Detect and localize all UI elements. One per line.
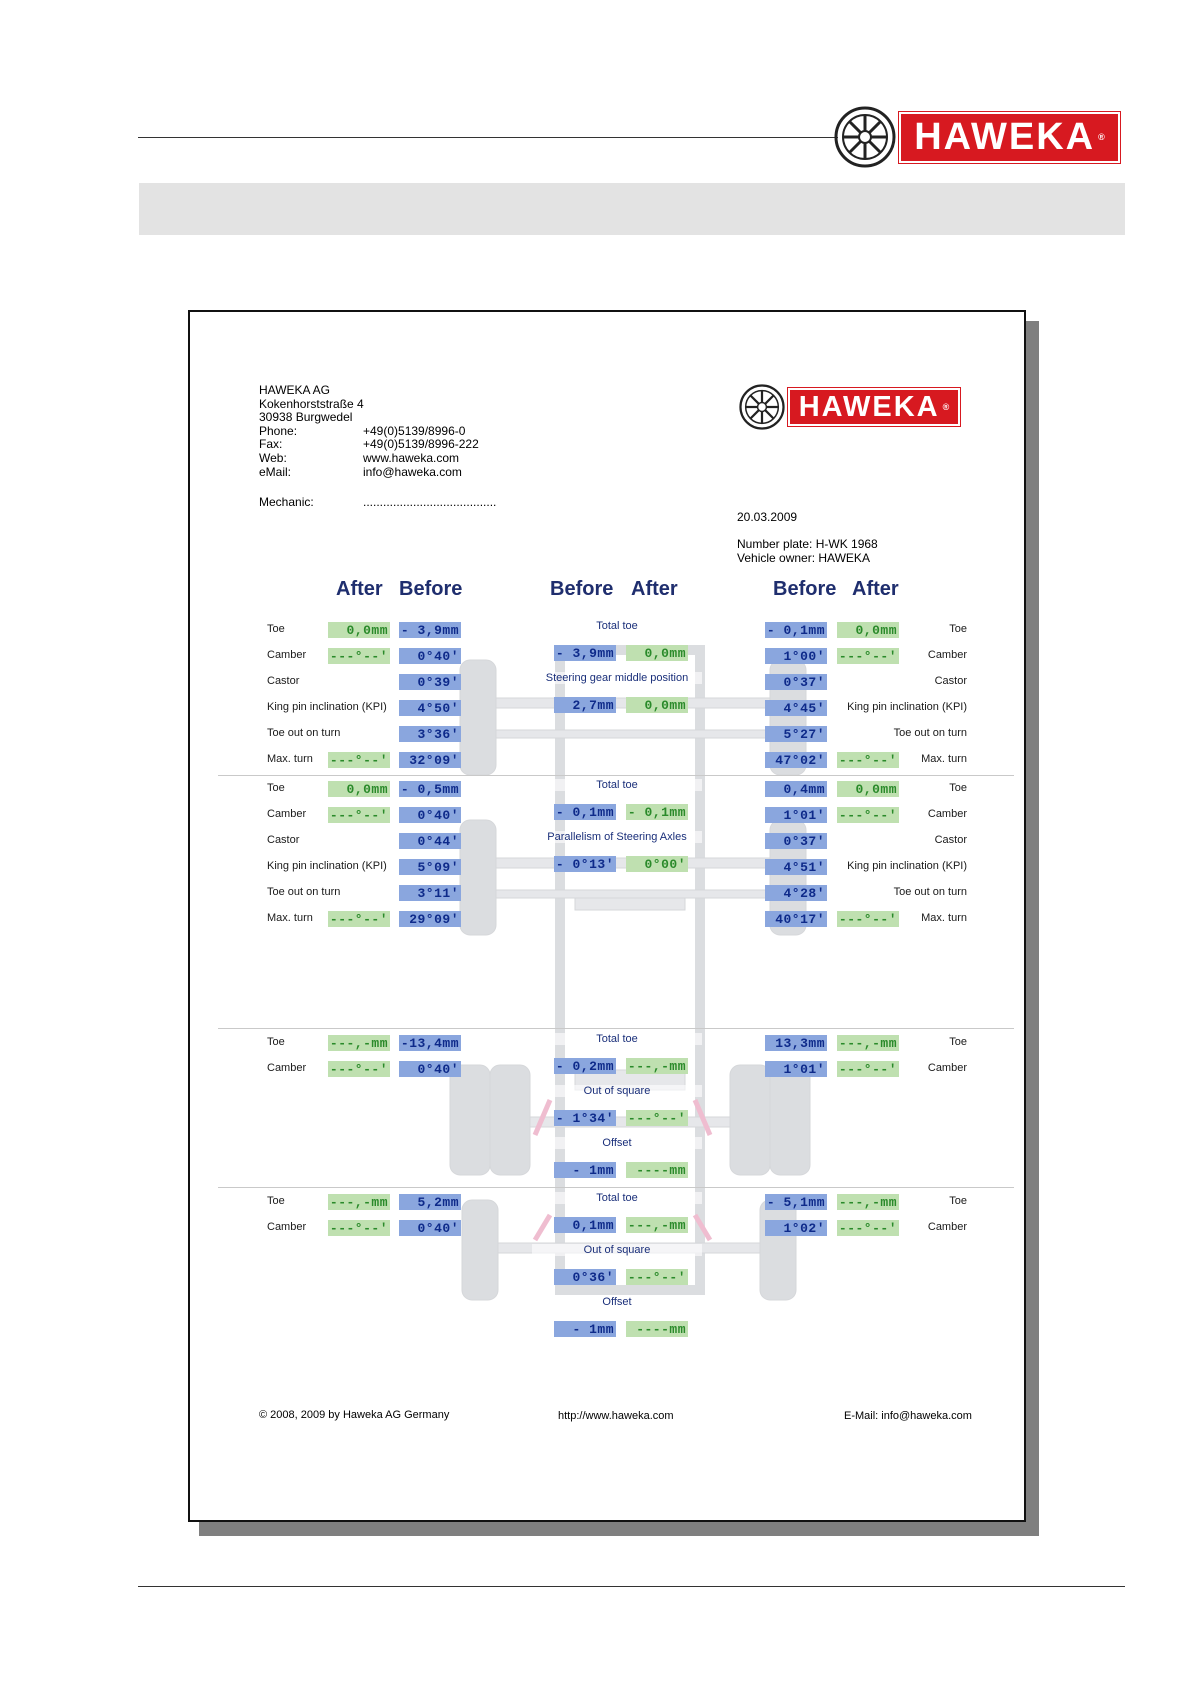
after-value: ---°--' — [838, 1220, 897, 1236]
report-date: 20.03.2009 — [737, 510, 798, 524]
fax-value: +49(0)5139/8996-222 — [363, 437, 479, 452]
after-value: ----mm — [626, 1321, 688, 1337]
before-value: 3°36' — [399, 726, 461, 742]
before-value: - 1mm — [554, 1162, 616, 1178]
axle-row-label: King pin inclination (KPI) — [847, 701, 967, 713]
axle-row-label: Camber — [267, 649, 307, 661]
before-value: 0,4mm — [765, 781, 827, 797]
axle-row-label: Toe — [267, 782, 285, 794]
section-separator — [218, 1028, 1014, 1029]
mechanic-value: ........................................ — [363, 495, 497, 509]
after-value: ----mm — [626, 1162, 688, 1178]
before-value: - 0°13' — [555, 856, 614, 872]
before-value: - 1°34' — [555, 1110, 614, 1126]
header-right-before: Before — [773, 578, 837, 600]
web-label: Web: — [259, 450, 287, 465]
axle-row-label: Max. turn — [267, 912, 313, 924]
before-value: 1°00' — [765, 648, 827, 664]
center-label: Total toe — [532, 1033, 702, 1045]
before-value: 0°37' — [765, 833, 827, 849]
after-value: ---,-mm — [627, 1058, 686, 1074]
wheel-icon — [739, 384, 785, 430]
section-separator — [218, 775, 1014, 776]
before-value: - 0,1mm — [766, 622, 825, 638]
after-value: ---°--' — [329, 807, 388, 823]
company-city: 30938 Burgwedel — [259, 410, 353, 425]
after-value: 0°00' — [626, 856, 688, 872]
before-value: 2,7mm — [554, 697, 616, 713]
axle-row-label: Camber — [927, 649, 967, 661]
title-band — [139, 183, 1125, 235]
axle-row-label: Camber — [267, 808, 307, 820]
header-right-after: After — [852, 578, 899, 600]
after-value: ---,-mm — [329, 1194, 388, 1210]
before-value: 1°02' — [765, 1220, 827, 1236]
mechanic-label: Mechanic: — [259, 495, 314, 509]
sheet-footer-url: http://www.haweka.com — [558, 1410, 674, 1422]
header-left-after: After — [336, 578, 383, 600]
axle-row-label: King pin inclination (KPI) — [847, 860, 967, 872]
header-mid-before: Before — [550, 578, 614, 600]
after-value: ---°--' — [329, 648, 388, 664]
after-value: ---°--' — [838, 752, 897, 768]
before-value: 0°40' — [399, 1220, 461, 1236]
before-value: - 3,9mm — [555, 645, 614, 661]
phone-label: Phone: — [259, 423, 298, 438]
before-value: 29°09' — [399, 911, 461, 927]
before-value: - 5,1mm — [766, 1194, 825, 1210]
axle-row-label: Toe — [949, 782, 967, 794]
axle-row-label: Toe — [949, 623, 967, 635]
before-value: 3°11' — [399, 885, 461, 901]
after-value: ---°--' — [627, 1269, 686, 1285]
before-value: 4°28' — [765, 885, 827, 901]
sheet-logo-text: HAWEKA — [798, 390, 940, 423]
company-name: HAWEKA AG — [259, 383, 330, 397]
after-value: ---°--' — [838, 911, 897, 927]
center-label: Total toe — [532, 620, 702, 632]
axle-row-label: Toe out on turn — [893, 727, 967, 739]
axle-row-label: Castor — [267, 675, 300, 687]
header-mid-after: After — [631, 578, 678, 600]
company-address — [259, 384, 479, 479]
center-label: Total toe — [532, 1192, 702, 1204]
before-value: - 0,5mm — [400, 781, 459, 797]
axle-row-label: Toe — [949, 1195, 967, 1207]
axle-row-label: Max. turn — [267, 753, 313, 765]
after-value: ---°--' — [329, 911, 388, 927]
axle-row-label: Camber — [927, 1062, 967, 1074]
web-value: www.haweka.com — [363, 450, 460, 465]
section-separator — [218, 1187, 1014, 1188]
before-value: 5,2mm — [399, 1194, 461, 1210]
before-value: 0°37' — [765, 674, 827, 690]
axle-row-label: Toe — [267, 623, 285, 635]
logo-reg-mark: ® — [1098, 132, 1105, 142]
before-value: 4°51' — [765, 859, 827, 875]
after-value: ---°--' — [627, 1110, 686, 1126]
axle-row-label: Castor — [934, 834, 967, 846]
company-street: Kokenhorststraße 4 — [259, 396, 364, 411]
after-value: ---°--' — [329, 1061, 388, 1077]
before-value: - 0,1mm — [555, 804, 614, 820]
before-value: 47°02' — [765, 752, 827, 768]
axle-row-label: Max. turn — [921, 753, 967, 765]
after-value: ---°--' — [838, 807, 897, 823]
before-value: -13,4mm — [400, 1035, 459, 1051]
wheel-icon — [834, 106, 896, 168]
phone-value: +49(0)5139/8996-0 — [363, 423, 466, 438]
before-value: 13,3mm — [765, 1035, 827, 1051]
email-value: info@haweka.com — [363, 464, 462, 479]
after-value: ---°--' — [329, 752, 388, 768]
center-label: Offset — [532, 1296, 702, 1308]
center-label: Total toe — [532, 779, 702, 791]
after-value: - 0,1mm — [627, 804, 686, 820]
before-value: 1°01' — [765, 807, 827, 823]
axle-row-label: Toe out on turn — [267, 727, 341, 739]
before-value: 0°44' — [399, 833, 461, 849]
logo-wordmark — [899, 112, 1120, 163]
axle-row-label: Camber — [267, 1062, 307, 1074]
center-label: Steering gear middle position — [532, 672, 702, 684]
page-logo — [834, 106, 1120, 168]
axle-row-label: Max. turn — [921, 912, 967, 924]
after-value: 0,0mm — [328, 781, 390, 797]
before-value: - 0,2mm — [555, 1058, 614, 1074]
after-value: ---°--' — [329, 1220, 388, 1236]
vehicle-owner: Vehicle owner: HAWEKA — [737, 551, 870, 565]
center-label: Out of square — [532, 1244, 702, 1256]
header-rule — [138, 137, 838, 138]
axle-row-label: Toe — [267, 1036, 285, 1048]
axle-row-label: Castor — [267, 834, 300, 846]
mechanic-row — [259, 495, 496, 509]
after-value: ---,-mm — [838, 1194, 897, 1210]
axle-row-label: Toe out on turn — [267, 886, 341, 898]
axle-row-label: Toe out on turn — [893, 886, 967, 898]
after-value: 0,0mm — [837, 781, 899, 797]
before-value: 4°50' — [399, 700, 461, 716]
after-value: 0,0mm — [626, 697, 688, 713]
before-value: 5°27' — [765, 726, 827, 742]
axle-row-label: Camber — [927, 808, 967, 820]
logo-text: HAWEKA — [914, 115, 1096, 158]
after-value: ---°--' — [838, 1061, 897, 1077]
before-value: 0°40' — [399, 1061, 461, 1077]
axle-row-label: Camber — [927, 1221, 967, 1233]
sheet-logo-reg-mark: ® — [942, 402, 950, 412]
before-value: 0°39' — [399, 674, 461, 690]
center-label: Offset — [532, 1137, 702, 1149]
after-value: ---,-mm — [329, 1035, 388, 1051]
email-label: eMail: — [259, 464, 292, 479]
axle-row-label: King pin inclination (KPI) — [267, 701, 387, 713]
before-value: - 3,9mm — [400, 622, 459, 638]
axle-row-label: Toe — [267, 1195, 285, 1207]
sheet-logo — [739, 384, 960, 430]
before-value: 0,1mm — [554, 1217, 616, 1233]
axle-row-label: Castor — [934, 675, 967, 687]
before-value: 0°40' — [399, 807, 461, 823]
sheet-logo-wordmark — [788, 388, 960, 426]
number-plate: Number plate: H-WK 1968 — [737, 537, 878, 551]
before-value: 32°09' — [399, 752, 461, 768]
before-value: - 1mm — [554, 1321, 616, 1337]
axle-row-label: Camber — [267, 1221, 307, 1233]
sheet-footer-email: E-Mail: info@haweka.com — [844, 1410, 972, 1422]
after-value: ---,-mm — [627, 1217, 686, 1233]
center-label: Out of square — [532, 1085, 702, 1097]
before-value: 0°36' — [554, 1269, 616, 1285]
footer-rule — [138, 1586, 1125, 1587]
after-value: 0,0mm — [626, 645, 688, 661]
axle-row-label: King pin inclination (KPI) — [267, 860, 387, 872]
before-value: 4°45' — [765, 700, 827, 716]
axle-row-label: Toe — [949, 1036, 967, 1048]
after-value: ---,-mm — [838, 1035, 897, 1051]
before-value: 5°09' — [399, 859, 461, 875]
fax-label: Fax: — [259, 437, 283, 452]
after-value: 0,0mm — [837, 622, 899, 638]
after-value: ---°--' — [838, 648, 897, 664]
header-left-before: Before — [399, 578, 463, 600]
before-value: 1°01' — [765, 1061, 827, 1077]
sheet-footer-copyright: © 2008, 2009 by Haweka AG Germany — [259, 1409, 450, 1421]
before-value: 40°17' — [765, 911, 827, 927]
before-value: 0°40' — [399, 648, 461, 664]
after-value: 0,0mm — [328, 622, 390, 638]
center-label: Parallelism of Steering Axles — [532, 831, 702, 843]
